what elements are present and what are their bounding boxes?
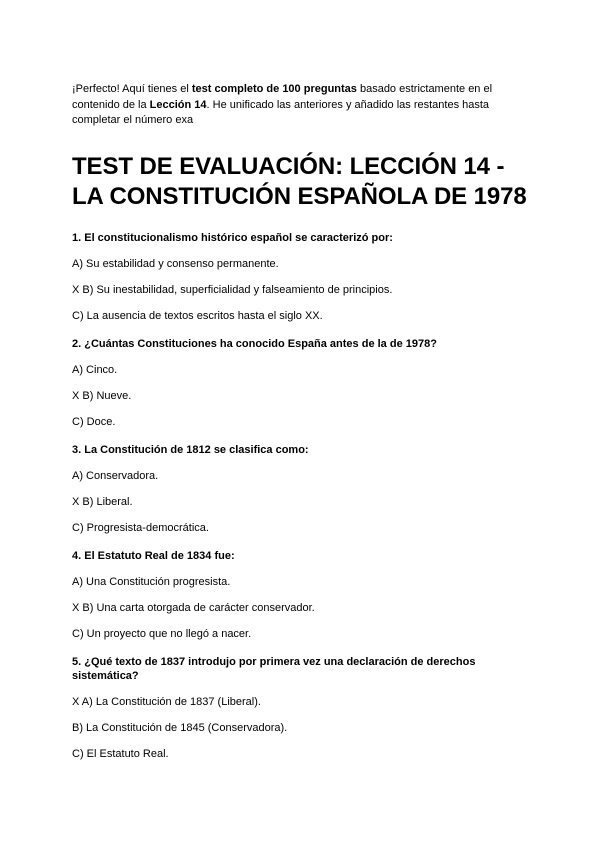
intro-bold-1: test completo de 100 preguntas xyxy=(191,83,357,95)
question-1: 1. El constitucionalismo histórico español se caracterizó por: xyxy=(72,231,393,244)
intro-text-2: basado estrictamente en el contenido de la xyxy=(72,83,493,111)
question-1-option-c: C) La ausencia de textos escritos hasta el siglo XX. xyxy=(72,309,323,322)
intro-paragraph xyxy=(72,82,532,129)
question-4-option-c: C) Un proyecto que no llegó a nacer. xyxy=(72,627,252,640)
question-3-option-b: X B) Liberal. xyxy=(72,495,133,508)
question-4: 4. El Estatuto Real de 1834 fue: xyxy=(72,549,235,562)
intro-text-1: ¡Perfecto! Aquí tienes el xyxy=(72,83,192,95)
document-page xyxy=(72,82,532,761)
question-1-option-b: X B) Su inestabilidad, superficialidad y falseamiento de principios. xyxy=(72,283,393,296)
intro-text-3: . He unificado las anteriores y añadido las restantes hasta completar el número exa xyxy=(72,98,490,126)
question-3: 3. La Constitución de 1812 se clasifica como: xyxy=(72,443,309,456)
question-1-option-a: A) Su estabilidad y consenso permanente. xyxy=(72,257,279,270)
question-3-option-a: A) Conservadora. xyxy=(72,469,159,482)
document-title: TEST DE EVALUACIÓN: LECCIÓN 14 - LA CONSTITUCIÓN ESPAÑOLA DE 1978 xyxy=(72,152,527,210)
question-2-option-b: X B) Nueve. xyxy=(72,389,132,402)
question-5-option-b: B) La Constitución de 1845 (Conservadora). xyxy=(72,721,288,734)
question-5-option-c: C) El Estatuto Real. xyxy=(72,747,169,760)
question-2: 2. ¿Cuántas Constituciones ha conocido España antes de la de 1978? xyxy=(72,337,437,350)
question-2-option-c: C) Doce. xyxy=(72,415,116,428)
question-5-option-a: X A) La Constitución de 1837 (Liberal). xyxy=(72,695,261,708)
question-4-option-a: A) Una Constitución progresista. xyxy=(72,575,231,588)
question-2-option-a: A) Cinco. xyxy=(72,363,118,376)
question-4-option-b: X B) Una carta otorgada de carácter conservador. xyxy=(72,601,315,614)
question-5: 5. ¿Qué texto de 1837 introdujo por primera vez una declaración de derechos sistemática? xyxy=(72,655,476,682)
question-3-option-c: C) Progresista-democrática. xyxy=(72,521,209,534)
intro-bold-2: Lección 14 xyxy=(149,98,207,111)
